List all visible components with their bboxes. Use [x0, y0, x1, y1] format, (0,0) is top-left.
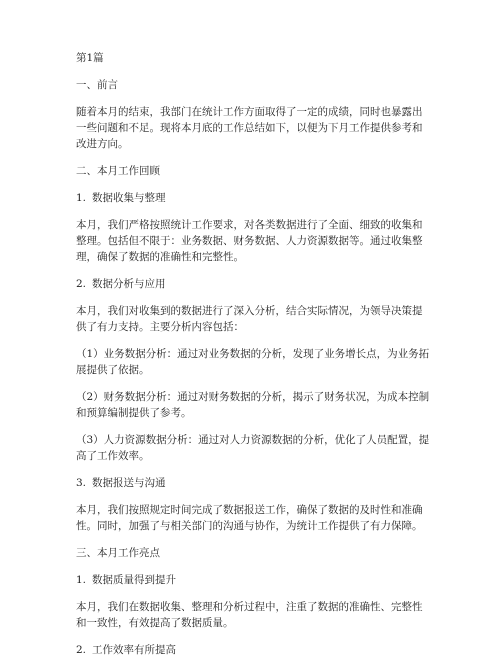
section-1-paragraph: 随着本月的结束，我部门在统计工作方面取得了一定的成绩，同时也暴露出一些问题和不足。现将本月底的工作总结如下，以便为下月工作提供参考和改进方向。 — [76, 106, 423, 150]
item-2-paragraph: 本月，我们对收集到的数据进行了深入分析，结合实际情况，为领导决策提供了有力支持。主要分析内容包括： — [76, 305, 423, 333]
item-1-number: 1. — [76, 192, 87, 204]
item-1-heading — [76, 190, 430, 206]
section-1-heading: 一、前言 — [76, 79, 118, 91]
section-2-heading: 二、本月工作回顾 — [76, 165, 160, 177]
sub-item-3: （3）人力资源数据分析：通过对人力资源数据的分析，优化了人员配置，提高了工作效率。 — [76, 434, 430, 462]
highlight-2-number: 2. — [76, 644, 87, 656]
item-3-title: 数据报送与沟通 — [92, 477, 166, 489]
item-3-number: 3. — [76, 477, 87, 489]
item-3-paragraph: 本月，我们按照规定时间完成了数据报送工作，确保了数据的及时性和准确性。同时，加强了与相关部门的沟通与协作，为统计工作提供了有力保障。 — [76, 504, 423, 532]
highlight-2-title: 工作效率有所提高 — [92, 644, 177, 656]
item-2-title: 数据分析与应用 — [92, 278, 166, 290]
highlight-2-heading — [76, 642, 430, 658]
section-3-heading: 三、本月工作亮点 — [76, 547, 160, 559]
highlight-1-title: 数据质量得到提升 — [92, 574, 177, 586]
highlight-1-paragraph: 本月，我们在数据收集、整理和分析过程中，注重了数据的准确性、完整性和一致性，有效提高了数据质量。 — [76, 601, 423, 629]
sub-item-2: （2）财务数据分析：通过对财务数据的分析，揭示了财务状况，为成本控制和预算编制提供了参考。 — [76, 391, 430, 419]
item-3-heading — [76, 475, 430, 491]
highlight-1-heading — [76, 572, 430, 588]
item-1-title: 数据收集与整理 — [92, 192, 166, 204]
item-1-paragraph: 本月，我们严格按照统计工作要求，对各类数据进行了全面、细致的收集和整理。包括但不限于：业务数据、财务数据、人力资源数据等。通过收集整理，确保了数据的准确性和完整性。 — [76, 219, 423, 263]
chapter-heading: 第1篇 — [76, 52, 104, 64]
item-2-heading — [76, 276, 430, 292]
document-page — [76, 50, 430, 669]
highlight-1-number: 1. — [76, 574, 87, 586]
sub-item-1: （1）业务数据分析：通过对业务数据的分析，发现了业务增长点，为业务拓展提供了依据。 — [76, 348, 430, 376]
item-2-number: 2. — [76, 278, 87, 290]
